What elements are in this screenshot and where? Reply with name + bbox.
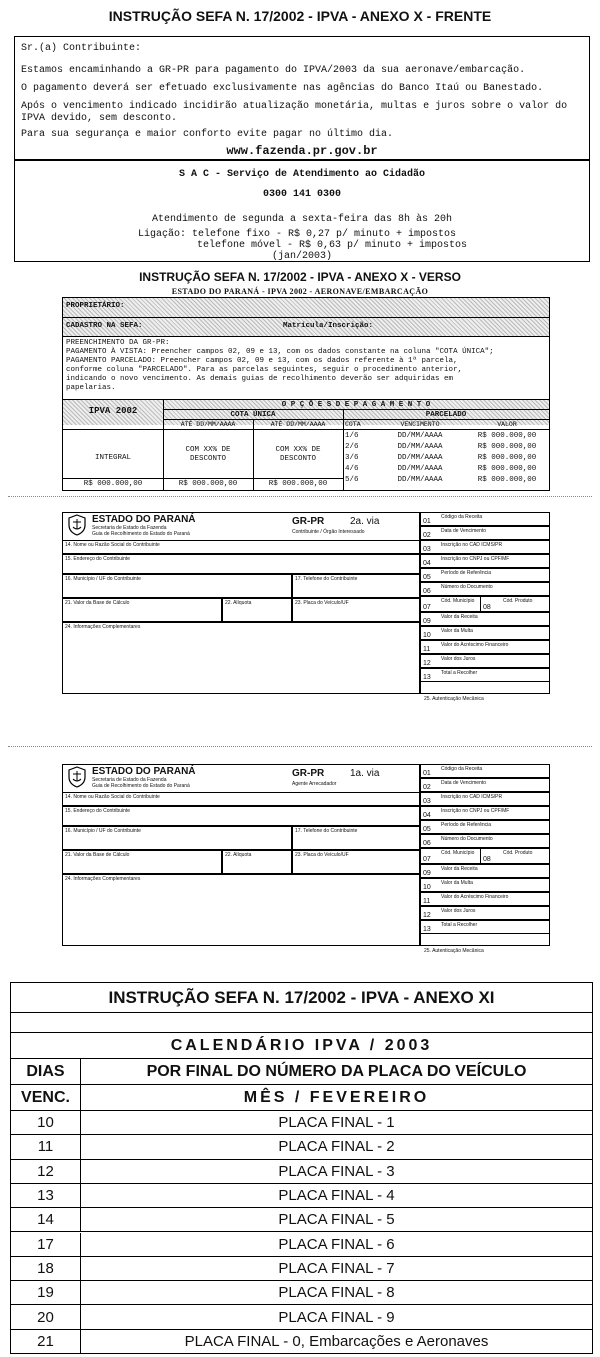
anexo-dia-cell: 18: [11, 1257, 81, 1281]
guia-right-label: Inscrição no CNPJ ou CPF/MF: [441, 808, 510, 814]
guia-right-field[interactable]: [420, 668, 550, 682]
anexo-title: INSTRUÇÃO SEFA N. 17/2002 - IPVA - ANEXO XI: [11, 983, 592, 1013]
guia-secretaria: Secretaria de Estado da Fazenda: [92, 525, 167, 531]
parcela-cota: 1/6: [345, 432, 359, 440]
guia-right-label: Inscrição no CAD ICMS/PR: [441, 542, 503, 548]
anexo-dia-cell: 19: [11, 1281, 81, 1305]
guia-right-label: Período de Referência: [441, 570, 492, 576]
frente-title: INSTRUÇÃO SEFA N. 17/2002 - IPVA - ANEXO X - FRENTE: [108, 8, 492, 24]
guia-right-label: Cód. Produto: [503, 598, 533, 604]
guia-right-label: Valor dos Juros: [441, 908, 476, 914]
instr-line-5: papelarias.: [66, 384, 116, 392]
parcela-valor: R$ 000.000,00: [477, 443, 537, 451]
anexo-placa-cell: PLACA FINAL - 8: [81, 1281, 592, 1305]
sac-cost-mobile: telefone móvel - R$ 0,63 p/ minuto + impostos: [196, 240, 468, 251]
guia-right-field[interactable]: [420, 878, 550, 892]
guia-field-f14[interactable]: [62, 792, 420, 806]
sac-date: (jan/2003): [271, 251, 332, 262]
frente-line-3: Após o vencimento indicado incidirão atualização monetária, multas e juros sobre o valor do IPVA devido, sem desconto.: [21, 101, 568, 124]
guia-field-label: 24. Informações Complementares: [65, 624, 141, 630]
payment-options-title: O P Ç Õ E S D E P A G A M E N T O: [281, 401, 431, 409]
guia-right-num: 07: [423, 604, 431, 611]
parcela-vencimento: DD/MM/AAAA: [397, 443, 443, 451]
guia-field-label: 23. Placa do Veículo/UF: [295, 600, 349, 606]
instr-line-1: PAGAMENTO À VISTA: Preencher campos 02, 09 e 13, com os dados constante na coluna "COTA ÚNICA";: [66, 348, 494, 356]
guia-field-f22[interactable]: [222, 850, 292, 874]
guia-right-label: Número do Documento: [441, 836, 493, 842]
guia-right-num: 04: [423, 560, 431, 567]
instr-line-4: indicando o novo vencimento. As demais guias de recolhimento deverão ser adquiridas em: [66, 375, 454, 383]
anexo-placa-cell: PLACA FINAL - 4: [81, 1184, 592, 1208]
guia-field-f17[interactable]: [292, 826, 420, 850]
guia-right-label: Valor da Multa: [441, 880, 473, 886]
frente-line-1: Estamos encaminhando a GR-PR para pagamento do IPVA/2003 da sua aeronave/embarcação.: [21, 65, 526, 76]
frente-line-2: O pagamento deverá ser efetuado exclusivamente nas agências do Banco Itaú ou Banestado.: [21, 83, 544, 94]
guia-field-f22[interactable]: [222, 598, 292, 622]
guia-right-num: 07: [423, 856, 431, 863]
guia-right-num: 03: [423, 546, 431, 553]
guia-right-num: 05: [423, 826, 431, 833]
guia-right-num: 10: [423, 632, 431, 639]
guia-estado: ESTADO DO PARANÁ: [92, 766, 196, 777]
guia-field-label: 15. Endereço do Contribuinte: [65, 556, 131, 562]
owner-label: PROPRIETÁRIO:: [66, 302, 125, 310]
guia-right-field[interactable]: [420, 540, 550, 554]
cut-line-2: [8, 746, 592, 747]
parcela-vencimento: DD/MM/AAAA: [397, 454, 443, 462]
guia-right-num: 09: [423, 618, 431, 625]
parcela-cota: 3/6: [345, 454, 359, 462]
valor-integral: R$ 000.000,00: [83, 480, 143, 488]
integral-label: INTEGRAL: [94, 454, 131, 462]
guia-right-label: Valor da Receita: [441, 866, 478, 872]
col-cota: COTA: [345, 421, 361, 428]
parcela-valor: R$ 000.000,00: [477, 476, 537, 484]
guia-right-num: 11: [423, 898, 431, 905]
guia-right-num: 04: [423, 812, 431, 819]
frente-line-4: Para sua segurança e maior conforto evite pagar no último dia.: [21, 129, 394, 140]
guia-right-field[interactable]: [420, 764, 550, 778]
guia-right-label: Cód. Município: [441, 850, 475, 856]
guia-field-f15[interactable]: [62, 806, 420, 826]
guia-right-field[interactable]: [420, 920, 550, 934]
guia-field-f16[interactable]: [62, 826, 292, 850]
matricula-label: Matrícula/Inscrição:: [283, 322, 374, 330]
instr-line-3: conforme coluna "PARCELADO". Para as parcelas seguintes, seguir o procedimento anterior,: [66, 366, 463, 374]
guia-estado: ESTADO DO PARANÁ: [92, 514, 196, 525]
guia-right-label: Valor da Receita: [441, 614, 478, 620]
guia-right-num: 01: [423, 770, 431, 777]
anexo-placa-cell: PLACA FINAL - 6: [81, 1233, 592, 1257]
anexo-placa-cell: PLACA FINAL - 1: [81, 1111, 592, 1135]
guia-right-field[interactable]: [420, 626, 550, 640]
guia-destino: Agente Arrecadador: [292, 781, 337, 787]
guia-field-08[interactable]: [480, 596, 550, 612]
guia-right-field[interactable]: [420, 864, 550, 878]
anexo-spacer: [11, 1013, 592, 1033]
guia-field-f17[interactable]: [292, 574, 420, 598]
guia-right-num: 11: [423, 646, 431, 653]
guia-field-f23[interactable]: [292, 850, 420, 874]
col-vencimento: VENCIMENTO: [400, 421, 440, 428]
guia-nome: Guia de Recolhimento do Estado do Paraná: [92, 531, 190, 537]
valor-desconto-2: R$ 000.000,00: [268, 480, 328, 488]
anexo-dia-cell: 11: [11, 1135, 81, 1159]
website-link[interactable]: www.fazenda.pr.gov.br: [226, 144, 378, 158]
guia-right-field[interactable]: [420, 526, 550, 540]
guia-right-label: Inscrição no CAD ICMS/PR: [441, 794, 503, 800]
guia-right-num: 08: [483, 856, 491, 863]
guia-right-num: 09: [423, 870, 431, 877]
sac-title: S A C - Serviço de Atendimento ao Cidadão: [178, 169, 426, 180]
anexo-xi-table: [10, 982, 593, 1354]
guia-right-num: 02: [423, 784, 431, 791]
cut-line-1: [8, 496, 592, 497]
guia-field-label: 16. Município / UF do Contribuinte: [65, 828, 141, 834]
guia-right-label: Total a Recolher: [441, 670, 478, 676]
dias-header: DIAS: [11, 1059, 81, 1085]
guia-right-num: 05: [423, 574, 431, 581]
guia-right-num: 02: [423, 532, 431, 539]
guia-field-label: 17. Telefone do Contribuinte: [295, 828, 358, 834]
guia-right-label: Cód. Produto: [503, 850, 533, 856]
guia-right-field[interactable]: [420, 568, 550, 582]
guia-right-num: 01: [423, 518, 431, 525]
guia-right-field[interactable]: [420, 906, 550, 920]
guia-via: 1a. via: [350, 768, 380, 779]
guia-right-label: Valor dos Juros: [441, 656, 476, 662]
desconto-2: COM XX% DE DESCONTO: [275, 446, 321, 463]
anexo-placa-cell: PLACA FINAL - 2: [81, 1135, 592, 1159]
guia-grpr: GR-PR: [292, 516, 325, 527]
desconto-1: COM XX% DE DESCONTO: [185, 446, 231, 463]
parcela-valor: R$ 000.000,00: [477, 465, 537, 473]
guia-autenticacao: 25. Autenticação Mecânica: [424, 948, 484, 954]
guia-field-label: 16. Município / UF do Contribuinte: [65, 576, 141, 582]
guia-field-label: 22. Alíquota: [225, 600, 252, 606]
anexo-placa-cell: PLACA FINAL - 3: [81, 1160, 592, 1184]
parcela-vencimento: DD/MM/AAAA: [397, 465, 443, 473]
verso-box: [62, 297, 550, 491]
col-valor: VALOR: [497, 421, 517, 428]
guia-right-label: Valor da Multa: [441, 628, 473, 634]
guia-field-f21[interactable]: [62, 598, 222, 622]
anexo-dia-cell: 20: [11, 1305, 81, 1329]
parcela-vencimento: DD/MM/AAAA: [397, 432, 443, 440]
guia-right-label: Total a Recolher: [441, 922, 478, 928]
guia-right-field[interactable]: [420, 792, 550, 806]
anexo-placa-cell: PLACA FINAL - 9: [81, 1305, 592, 1329]
guia-field-label: 21. Valor da Base de Cálculo: [65, 852, 130, 858]
sac-cost-fixed: Ligação: telefone fixo - R$ 0,27 p/ minuto + impostos: [137, 229, 457, 240]
guia-right-label: Data de Vencimento: [441, 528, 487, 534]
cadastro-label: CADASTRO NA SEFA:: [66, 322, 143, 330]
guia-right-field[interactable]: [420, 820, 550, 834]
guia-field-f15[interactable]: [62, 554, 420, 574]
guia-field-f23[interactable]: [292, 598, 420, 622]
guia-field-label: 17. Telefone do Contribuinte: [295, 576, 358, 582]
guia-right-label: Número do Documento: [441, 584, 493, 590]
guia-field-f16[interactable]: [62, 574, 292, 598]
guia-nome: Guia de Recolhimento do Estado do Paraná: [92, 783, 190, 789]
parana-coat-of-arms-icon: [66, 514, 88, 536]
guia-field-label: 22. Alíquota: [225, 852, 252, 858]
instr-line-0: PREENCHIMENTO DA GR-PR:: [66, 339, 170, 347]
guia-right-num: 03: [423, 798, 431, 805]
parcela-valor: R$ 000.000,00: [477, 432, 537, 440]
instr-line-2: PAGAMENTO PARCELADO: Preencher campos 02, 09 e 13, com os dados referente à 1ª parcela,: [66, 357, 458, 365]
guia-field-label: 15. Endereço do Contribuinte: [65, 808, 131, 814]
guia-right-label: Cód. Município: [441, 598, 475, 604]
frente-greeting: Sr.(a) Contribuinte:: [21, 43, 142, 54]
anexo-dia-cell: 10: [11, 1111, 81, 1135]
parcelado-header: PARCELADO: [425, 411, 467, 419]
guia-right-field[interactable]: [420, 582, 550, 596]
guia-right-label: Inscrição no CNPJ ou CPF/MF: [441, 556, 510, 562]
guia-field-label: 23. Placa do Veículo/UF: [295, 852, 349, 858]
mes-header: MÊS / FEVEREIRO: [81, 1085, 592, 1111]
guia-right-num: 13: [423, 674, 431, 681]
anexo-placa-cell: PLACA FINAL - 7: [81, 1257, 592, 1281]
parcela-cota: 2/6: [345, 443, 359, 451]
guia-right-field[interactable]: [420, 612, 550, 626]
guia-right-label: Valor do Acréscimo Financeiro: [441, 894, 509, 900]
guia-field-label: 24. Informações Complementares: [65, 876, 141, 882]
guia-right-num: 06: [423, 588, 431, 595]
anexo-dia-cell: 14: [11, 1208, 81, 1232]
parcela-vencimento: DD/MM/AAAA: [397, 476, 443, 484]
frente-box: [14, 36, 590, 262]
guia-right-field[interactable]: [420, 778, 550, 792]
guia-right-field[interactable]: [420, 654, 550, 668]
verso-title: INSTRUÇÃO SEFA N. 17/2002 - IPVA - ANEXO X - VERSO: [139, 270, 461, 284]
guia-field-label: 14. Nome ou Razão Social do Contribuinte: [65, 542, 160, 548]
guia-secretaria: Secretaria de Estado da Fazenda: [92, 777, 167, 783]
cota-unica-header: COTA ÚNICA: [230, 411, 276, 419]
anexo-dia-cell: 12: [11, 1160, 81, 1184]
anexo-placa-cell: PLACA FINAL - 5: [81, 1208, 592, 1232]
guia-right-label: Código da Receita: [441, 766, 483, 772]
guia-right-num: 13: [423, 926, 431, 933]
por-final-header: POR FINAL DO NÚMERO DA PLACA DO VEÍCULO: [81, 1059, 592, 1085]
guia-right-label: Período de Referência: [441, 822, 492, 828]
guia-destino: Contribuinte / Órgão Interessado: [292, 529, 365, 535]
guia-right-field[interactable]: [420, 892, 550, 906]
parcela-cota: 4/6: [345, 465, 359, 473]
guia-right-field[interactable]: [420, 834, 550, 848]
guia-field-f24[interactable]: [62, 874, 420, 946]
guia-field-08[interactable]: [480, 848, 550, 864]
parcela-cota: 5/6: [345, 476, 359, 484]
guia-right-num: 06: [423, 840, 431, 847]
guia-right-field[interactable]: [420, 806, 550, 820]
guia-field-label: 21. Valor da Base de Cálculo: [65, 600, 130, 606]
guia-field-label: 14. Nome ou Razão Social do Contribuinte: [65, 794, 160, 800]
guia-1a-via: [62, 764, 550, 954]
guia-field-f24[interactable]: [62, 622, 420, 694]
frente-separator: [15, 159, 589, 161]
guia-2a-via: [62, 512, 550, 702]
guia-autenticacao: 25. Autenticação Mecânica: [424, 696, 484, 702]
parcela-valor: R$ 000.000,00: [477, 454, 537, 462]
guia-right-num: 12: [423, 912, 431, 919]
guia-field-f21[interactable]: [62, 850, 222, 874]
sac-hours: Atendimento de segunda a sexta-feira das 8h às 20h: [151, 214, 453, 225]
guia-right-num: 10: [423, 884, 431, 891]
guia-grpr: GR-PR: [292, 768, 325, 779]
guia-right-label: Data de Vencimento: [441, 780, 487, 786]
calendario-title: CALENDÁRIO IPVA / 2003: [11, 1033, 592, 1059]
sac-phone: 0300 141 0300: [262, 189, 341, 200]
guia-right-field[interactable]: [420, 640, 550, 654]
ipva-year-label: IPVA 2002: [88, 406, 138, 416]
venc-header: VENC.: [11, 1085, 81, 1111]
ate-date-2: ATÉ DD/MM/AAAA: [270, 421, 326, 428]
verso-subtitle: ESTADO DO PARANÁ - IPVA 2002 - AERONAVE/EMBARCAÇÃO: [171, 287, 429, 296]
guia-right-num: 08: [483, 604, 491, 611]
guia-right-field[interactable]: [420, 512, 550, 526]
guia-via: 2a. via: [350, 516, 380, 527]
guia-right-label: Valor do Acréscimo Financeiro: [441, 642, 509, 648]
guia-right-field[interactable]: [420, 554, 550, 568]
guia-right-num: 12: [423, 660, 431, 667]
ate-date-1: ATÉ DD/MM/AAAA: [180, 421, 236, 428]
guia-field-f14[interactable]: [62, 540, 420, 554]
anexo-dia-cell: 17: [11, 1233, 81, 1257]
parana-coat-of-arms-icon: [66, 766, 88, 788]
anexo-placa-cell: PLACA FINAL - 0, Embarcações e Aeronaves: [81, 1330, 592, 1354]
guia-right-label: Código da Receita: [441, 514, 483, 520]
anexo-dia-cell: 21: [11, 1330, 81, 1354]
valor-desconto-1: R$ 000.000,00: [178, 480, 238, 488]
anexo-dia-cell: 13: [11, 1184, 81, 1208]
